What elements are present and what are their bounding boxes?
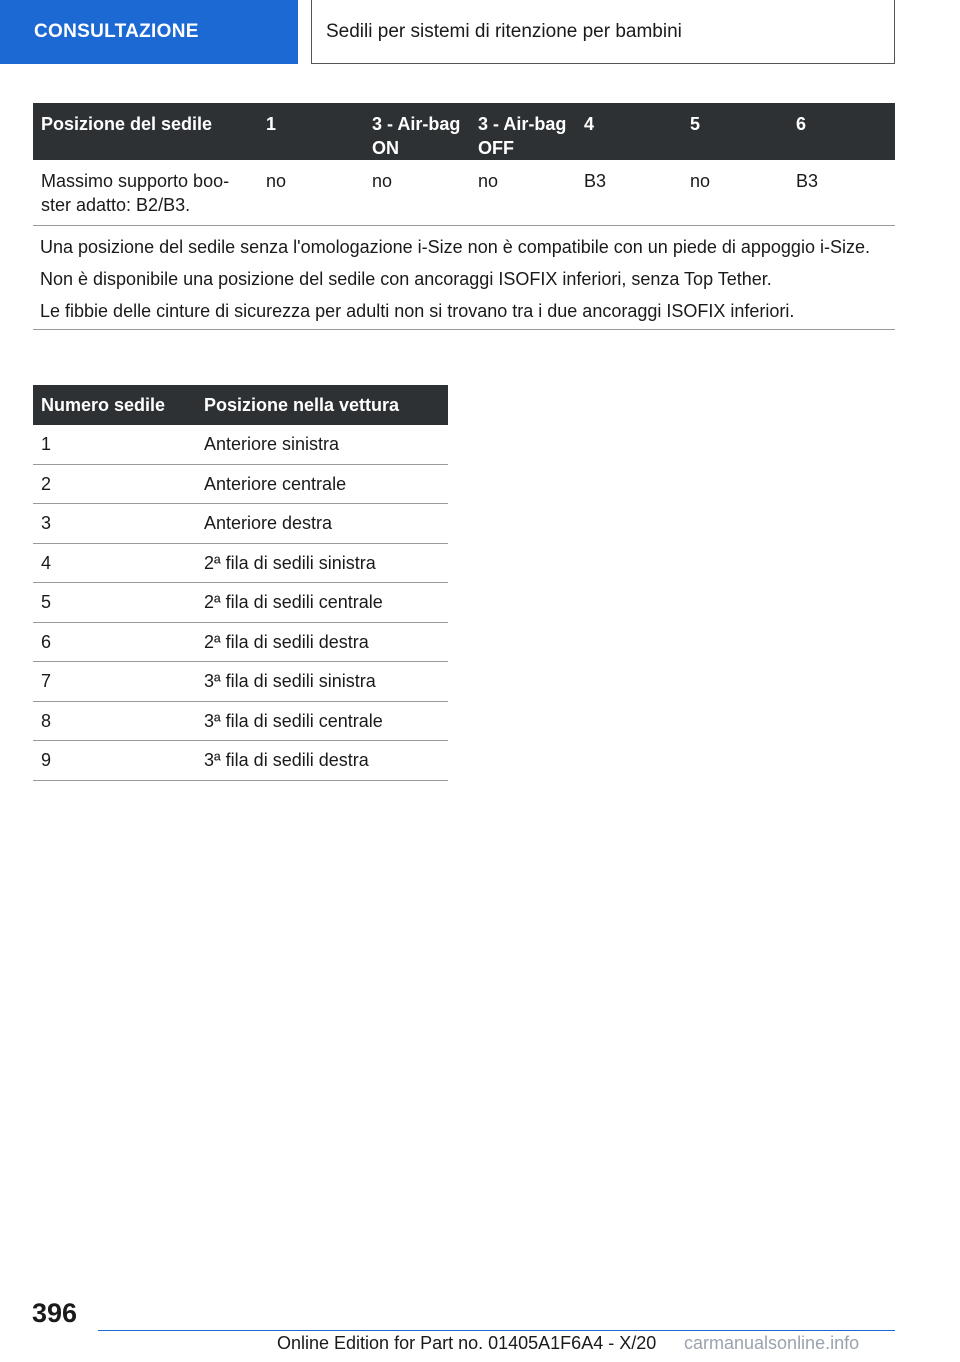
col-header: Posizione del sedile: [33, 103, 258, 160]
table-cell: Massimo supporto boo-ster adatto: B2/B3.: [33, 160, 258, 226]
seat-number-table: [33, 385, 448, 781]
table-header-row: [33, 103, 895, 160]
table-cell: B3: [788, 160, 895, 226]
note-text: Una posizione del sedile senza l'omologazione i-Size non è compatibile con un piede di appoggio i-Size.: [40, 237, 870, 257]
table-row: [33, 662, 448, 702]
table-row: [33, 583, 448, 623]
seat-position-table: [33, 103, 895, 330]
table-row: [33, 425, 448, 464]
col-header: 3 - Air-bag ON: [364, 103, 470, 160]
footer-edition: Online Edition for Part no. 01405A1F6A4 - X/20: [277, 1333, 657, 1353]
table-cell: B3: [576, 160, 682, 226]
col-header: 4: [576, 103, 682, 160]
page-number: 396: [32, 1298, 78, 1328]
table-cell: 7: [33, 662, 196, 702]
table-cell: 3ª fila di sedili destra: [196, 741, 448, 781]
table-cell: 5: [33, 583, 196, 623]
table-cell: Anteriore destra: [196, 504, 448, 544]
table-cell: 3ª fila di sedili centrale: [196, 701, 448, 741]
notes-cell: [33, 226, 895, 330]
table-cell: 3: [33, 504, 196, 544]
table-cell: 9: [33, 741, 196, 781]
table-cell: 4: [33, 543, 196, 583]
table-row: [33, 543, 448, 583]
table-row: [33, 622, 448, 662]
table-row: [33, 464, 448, 504]
table-row: [33, 701, 448, 741]
col-header: Posizione nella vettura: [196, 385, 448, 425]
table-cell: Anteriore sinistra: [196, 425, 448, 464]
table-cell: no: [682, 160, 788, 226]
col-header: 3 - Air-bag OFF: [470, 103, 576, 160]
table-row: [33, 741, 448, 781]
table-notes-row: [33, 226, 895, 330]
table-cell: Anteriore centrale: [196, 464, 448, 504]
table-header-row: [33, 385, 448, 425]
table-cell: 1: [33, 425, 196, 464]
col-header: 5: [682, 103, 788, 160]
table-row: [33, 504, 448, 544]
table-cell: no: [470, 160, 576, 226]
watermark: carmanualsonline.info: [684, 1333, 860, 1353]
table-cell: 2: [33, 464, 196, 504]
table-cell: 2ª fila di sedili sinistra: [196, 543, 448, 583]
table-cell: 2ª fila di sedili centrale: [196, 583, 448, 623]
note-text: Le fibbie delle cinture di sicurezza per adulti non si trovano tra i due ancoraggi ISOFIX inferiori.: [40, 301, 795, 321]
col-header: Numero sedile: [33, 385, 196, 425]
table-cell: no: [258, 160, 364, 226]
table-cell: no: [364, 160, 470, 226]
col-header: 6: [788, 103, 895, 160]
note-text: Non è disponibile una posizione del sedile con ancoraggi ISOFIX inferiori, senza Top Tether.: [40, 269, 772, 289]
chapter-title: Sedili per sistemi di ritenzione per bambini: [311, 0, 895, 64]
table-cell: 6: [33, 622, 196, 662]
col-header: 1: [258, 103, 364, 160]
table-cell: 3ª fila di sedili sinistra: [196, 662, 448, 702]
table-cell: 8: [33, 701, 196, 741]
table-cell: 2ª fila di sedili destra: [196, 622, 448, 662]
section-tab: CONSULTAZIONE: [0, 0, 298, 64]
table-row: [33, 160, 895, 226]
footer-divider: [98, 1330, 895, 1331]
